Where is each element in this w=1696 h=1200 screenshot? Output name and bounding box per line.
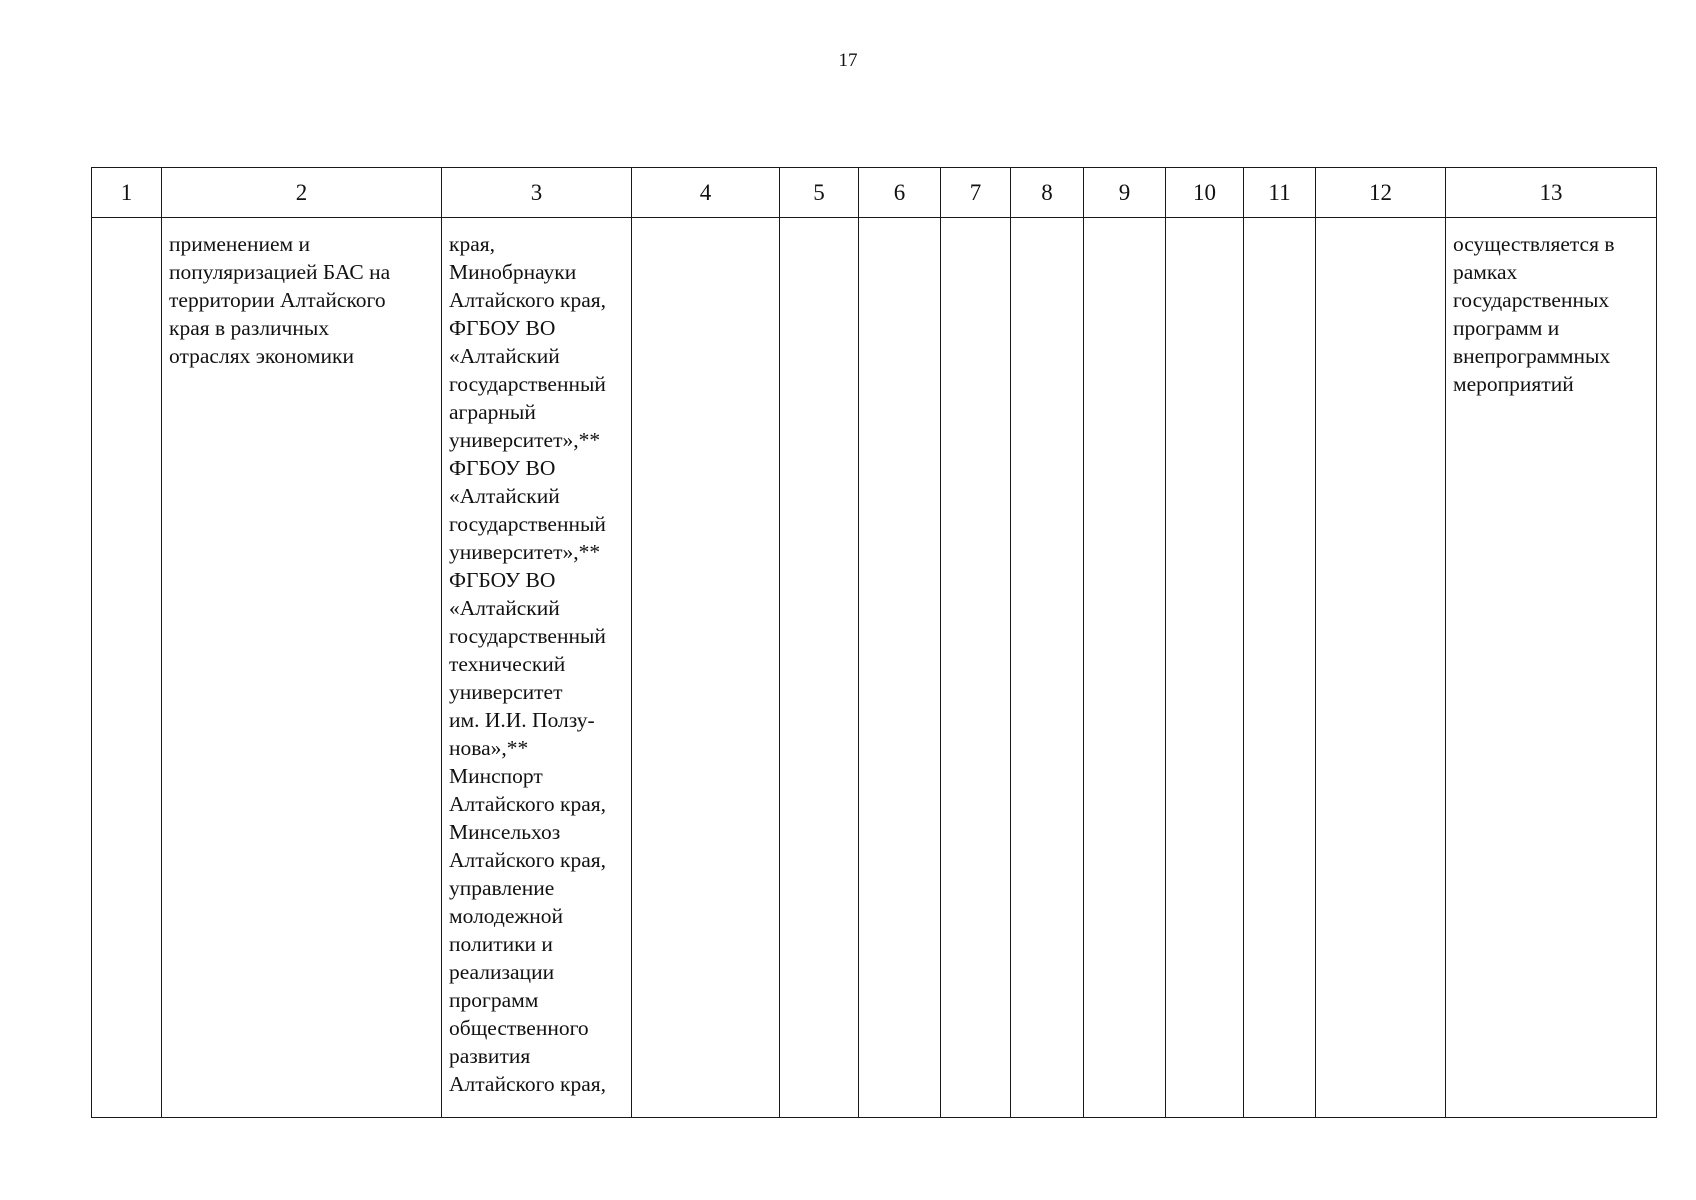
table-row [92, 218, 1657, 1118]
column-header-9: 9 [1084, 168, 1166, 218]
cell-col6 [859, 218, 941, 1118]
column-header-6: 6 [859, 168, 941, 218]
column-header-8: 8 [1011, 168, 1084, 218]
column-header-7: 7 [941, 168, 1011, 218]
column-header-1: 1 [92, 168, 162, 218]
cell-col8 [1011, 218, 1084, 1118]
cell-col3-text: края, Минобрнауки Алтайского края, ФГБОУ ВО «Алтайский государственный аграрный университет»,** ФГБОУ ВО «Алтайский государственный университет»,** ФГБОУ ВО «Алтайский государственный технический университет им. И.И. Ползу- нова»,** Минспорт Алтайского края, Минсельхоз Алтайского края, управление молодежной политики и реализации программ общественного развития Алтайского края, [449, 232, 607, 1096]
column-header-11: 11 [1244, 168, 1316, 218]
cell-col2 [162, 218, 442, 1118]
cell-col9 [1084, 218, 1166, 1118]
column-header-3: 3 [442, 168, 632, 218]
cell-col10 [1166, 218, 1244, 1118]
cell-col13 [1446, 218, 1657, 1118]
column-header-2: 2 [162, 168, 442, 218]
header-row [92, 168, 1657, 218]
column-header-5: 5 [780, 168, 859, 218]
cell-col11 [1244, 218, 1316, 1118]
column-header-12: 12 [1316, 168, 1446, 218]
cell-col12 [1316, 218, 1446, 1118]
cell-col7 [941, 218, 1011, 1118]
column-header-13: 13 [1446, 168, 1657, 218]
column-header-4: 4 [632, 168, 780, 218]
cell-col1 [92, 218, 162, 1118]
cell-col2-text: применением и популяризацией БАС на территории Алтайского края в различных отраслях экономики [169, 232, 391, 368]
cell-col4 [632, 218, 780, 1118]
cell-col13-text: осуществляется в рамках государственных программ и внепрограммных мероприятий [1453, 232, 1615, 396]
page-number: 17 [838, 50, 858, 71]
data-table [91, 167, 1657, 1118]
cell-col3 [442, 218, 632, 1118]
column-header-10: 10 [1166, 168, 1244, 218]
cell-col5 [780, 218, 859, 1118]
